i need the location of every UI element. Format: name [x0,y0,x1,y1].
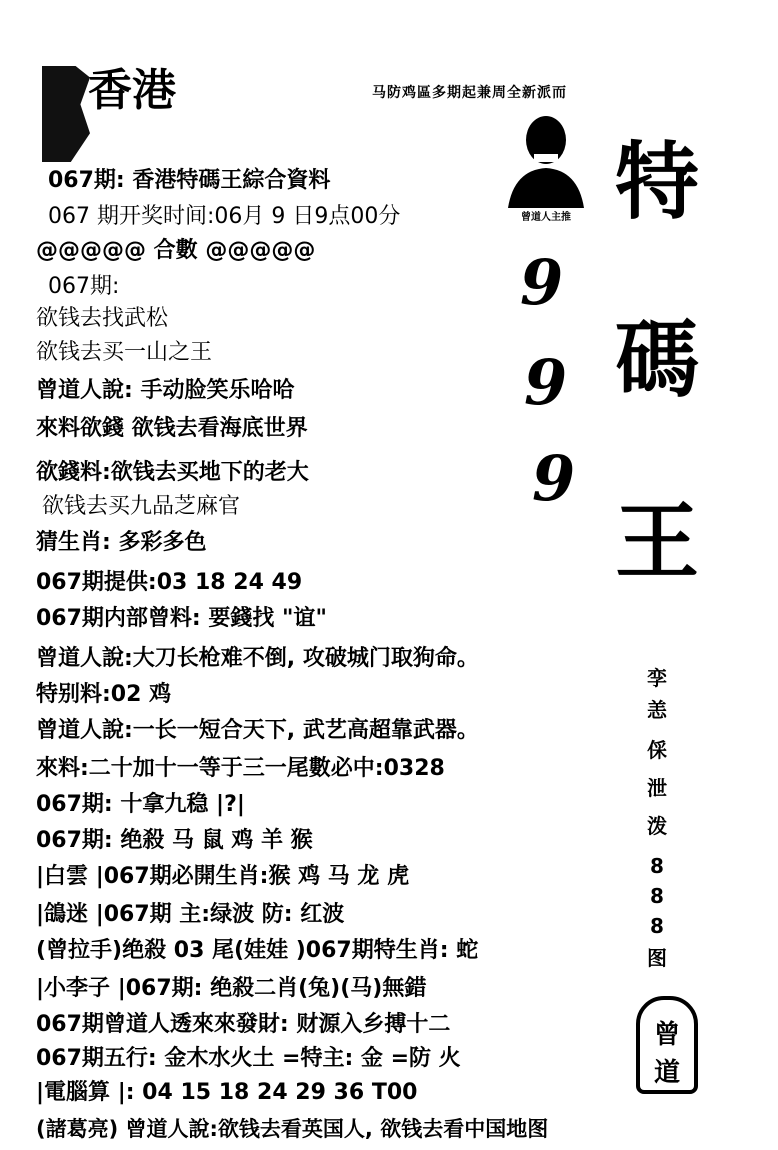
text-line-11: 猜生肖: 多彩多色 [36,530,207,555]
text-line-2: 067 期开奖时间:06月 9 日9点00分 [48,204,401,229]
text-line-25: 067期五行: 金木水火土 =特主: 金 =防 火 [36,1046,461,1071]
text-line-15: 特别料:02 鸡 [36,682,172,707]
text-line-18: 067期: 十拿九稳 |?| [36,792,245,817]
text-line-1: 067期: 香港特碼王綜合資料 [48,168,331,193]
hong-kong-logo-mark [42,66,90,162]
seal-char-2: 道 [653,1058,680,1088]
nine-mark-1: 9 [520,246,564,319]
text-line-17: 來料:二十加十一等于三一尾數必中:0328 [36,756,445,781]
text-line-22: (曾拉手)绝殺 03 尾(娃娃 )067期特生肖: 蛇 [36,938,479,963]
text-line-27: (諸葛亮) 曾道人說:欲钱去看英国人, 欲钱去看中国地图 [36,1117,549,1141]
title-char-1: 特 [614,132,699,231]
text-line-23: |小李子 |067期: 绝殺二肖(兔)(马)無錯 [36,976,427,1001]
text-line-19: 067期: 绝殺 马 鼠 鸡 羊 猴 [36,828,313,853]
text-line-5: 欲钱去找武松 [36,306,169,331]
side-note-char-9: 图 [647,946,667,970]
text-line-10: 欲钱去买九品芝麻官 [42,494,241,519]
text-line-24: 067期曾道人透來來發財: 财源入乡搏十二 [36,1012,451,1037]
text-line-20: |白雲 |067期必開生肖:猴 鸡 马 龙 虎 [36,864,410,889]
text-line-26: |電腦算 |: 04 15 18 24 29 36 T00 [36,1080,418,1105]
text-line-21: |鴿迷 |067期 主:绿波 防: 红波 [36,902,345,927]
text-line-4: 067期: [48,274,120,299]
text-line-6: 欲钱去买一山之王 [36,340,213,365]
header-ticker-text: 马防鸡區多期起兼周全新派而 [372,85,567,101]
title-char-2: 碼 [614,310,699,409]
side-note-char-8: 8 [650,914,664,938]
side-note-char-3: 倸 [647,738,667,762]
seal-char-1: 曾 [653,1020,680,1050]
logo-text: 香港 [88,65,176,116]
nine-mark-3: 9 [532,442,576,515]
side-note-char-7: 8 [650,884,664,908]
text-line-16: 曾道人說:一长一短合天下, 武艺高超靠武器。 [36,718,479,743]
text-line-8: 來料欲錢 欲钱去看海底世界 [36,416,308,441]
side-note-char-4: 泄 [647,776,667,800]
text-line-9: 欲錢料:欲钱去买地下的老大 [36,460,309,485]
text-line-12: 067期提供:03 18 24 49 [36,570,303,595]
portrait-caption: 曾道人主推 [521,212,571,223]
text-line-14: 曾道人說:大刀长枪难不倒, 攻破城门取狗命。 [36,646,479,671]
side-note-char-2: 恙 [647,698,667,722]
seal-stamp [636,996,698,1094]
side-note-char-5: 泼 [647,814,667,838]
text-line-3: @@@@@ 合數 @@@@@ [36,238,316,263]
nine-mark-2: 9 [524,346,568,419]
side-note-char-6: 8 [650,854,664,878]
text-line-7: 曾道人說: 手动脸笑乐哈哈 [36,378,295,403]
side-note-char-1: 孪 [647,666,667,690]
text-line-13: 067期内部曾料: 要錢找 "谊" [36,606,327,631]
portrait-image [504,110,588,228]
title-char-3: 王 [614,492,699,591]
